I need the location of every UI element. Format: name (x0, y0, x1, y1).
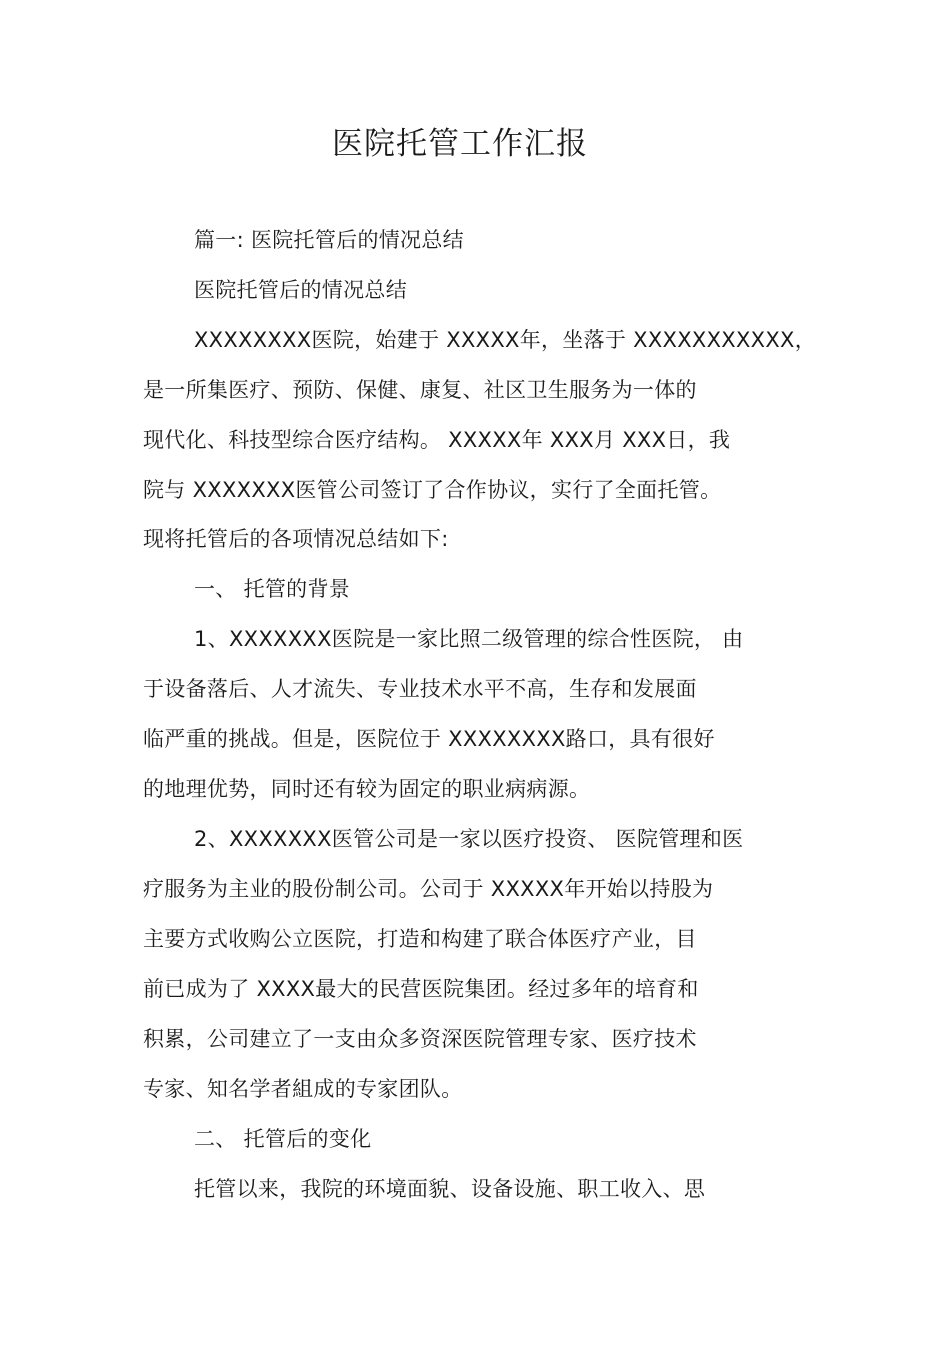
section-heading: 一、 托管的背景 (194, 577, 351, 601)
subheading: 医院托管后的情况总结 (194, 278, 407, 302)
paragraph-line: 疗服务为主业的股份制公司。公司于 XXXXX年开始以持股为 (143, 877, 714, 901)
paragraph-line: 积累，公司建立了一支由众多资深医院管理专家、医疗技术 (143, 1027, 697, 1051)
paragraph-line: 托管以来，我院的环境面貌、设备设施、职工收入、思 (194, 1177, 706, 1201)
paragraph-line: 2、XXXXXXX医管公司是一家以医疗投资、 医院管理和医 (194, 827, 744, 851)
paragraph-line: XXXXXXXX医院，始建于 XXXXX年，坐落于 XXXXXXXXXXX， (194, 328, 817, 352)
paragraph-line: 院与 XXXXXXX医管公司签订了合作协议，实行了全面托管。 (143, 478, 722, 502)
paragraph-line: 是一所集医疗、预防、保健、康复、社区卫生服务为一体的 (143, 378, 697, 402)
section-heading: 二、 托管后的变化 (194, 1127, 372, 1151)
paragraph-line: 临严重的挑战。但是，医院位于 XXXXXXXX路口，具有很好 (143, 727, 715, 751)
paragraph-line: 专家、知名学者組成的专家团队。 (143, 1077, 463, 1101)
document-title: 医院托管工作汇报 (332, 126, 588, 162)
paragraph-line: 于设备落后、人才流失、专业技术水平不高，生存和发展面 (143, 677, 697, 701)
paragraph-line: 现将托管后的各项情况总结如下: (143, 527, 449, 551)
paragraph-line: 前已成为了 XXXX最大的民营医院集团。经过多年的培育和 (143, 977, 699, 1001)
paragraph-line: 的地理优势，同时还有较为固定的职业病病源。 (143, 777, 591, 801)
paragraph-line: 主要方式收购公立医院，打造和构建了联合体医疗产业，目 (143, 927, 697, 951)
section-heading: 篇一: 医院托管后的情况总结 (194, 228, 464, 252)
paragraph-line: 现代化、科技型综合医疗结构。 XXXXX年 XXX月 XXX日，我 (143, 428, 731, 452)
paragraph-line: 1、XXXXXXX医院是一家比照二级管理的综合性医院， 由 (194, 627, 744, 651)
